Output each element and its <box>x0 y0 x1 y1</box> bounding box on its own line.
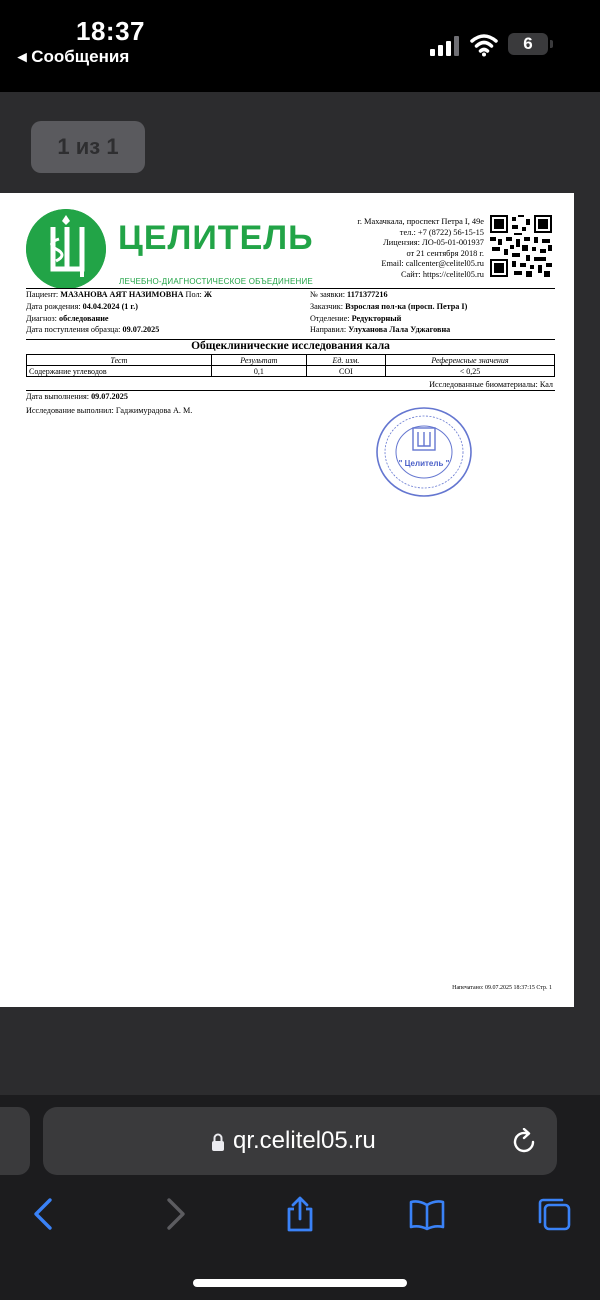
header-divider <box>26 288 555 289</box>
performer-line: Исследование выполнил: Гаджимурадова А. М. <box>26 406 193 415</box>
back-icon[interactable] <box>26 1196 62 1232</box>
share-icon[interactable] <box>282 1196 318 1232</box>
sex-value: Ж <box>203 290 212 299</box>
contact-license-date: от 21 сентября 2018 г. <box>406 248 484 258</box>
results-header-row <box>27 355 555 366</box>
received-line <box>26 325 159 334</box>
sex-label: Пол: <box>185 290 202 299</box>
bookmarks-icon[interactable] <box>409 1196 445 1232</box>
diagnosis-line <box>26 314 109 323</box>
forward-icon[interactable] <box>157 1196 193 1232</box>
dob-label: Дата рождения: <box>26 302 81 311</box>
col-test: Тест <box>27 355 212 366</box>
battery-indicator: 6 <box>508 33 548 55</box>
contact-address: г. Махачкала, проспект Петра I, 49е <box>357 217 484 226</box>
page-counter: 1 из 1 <box>31 121 145 173</box>
results-divider <box>26 390 555 391</box>
order-line <box>310 290 388 299</box>
biomaterial-note: Исследованные биоматериалы: Кал <box>429 380 553 389</box>
order-label: № заявки: <box>310 290 345 299</box>
col-reference: Референсные значения <box>386 355 555 366</box>
clinic-subtitle: ЛЕЧЕБНО-ДИАГНОСТИЧЕСКОЕ ОБЪЕДИНЕНИЕ <box>119 277 313 286</box>
cell-reference: < 0,25 <box>386 366 555 377</box>
completion-label: Дата выполнения: <box>26 392 90 401</box>
clinic-contacts <box>284 217 484 281</box>
lock-icon <box>211 1133 225 1151</box>
contact-license: Лицензия: ЛО-05-01-001937 <box>383 238 484 248</box>
order-number: 1171377216 <box>347 290 388 299</box>
contact-email: Email: callcenter@celitel05.ru <box>381 259 484 269</box>
received-value: 09.07.2025 <box>122 325 160 334</box>
referrer-value: Улуханова Лала Уджаговна <box>348 325 451 334</box>
qr-code[interactable] <box>490 215 552 277</box>
wifi-icon <box>470 33 498 57</box>
contact-phone: тел.: +7 (8722) 56-15-15 <box>399 227 484 237</box>
received-label: Дата поступления образца: <box>26 325 121 334</box>
diagnosis-value: обследование <box>59 314 109 323</box>
dob-line <box>26 302 138 311</box>
table-row <box>27 366 555 377</box>
cell-result: 0,1 <box>211 366 306 377</box>
patient-label: Пациент: <box>26 290 59 299</box>
cellular-signal-icon <box>430 36 462 56</box>
printed-timestamp: Напечатано: 09.07.2025 18:37:15 Стр. 1 <box>452 985 552 991</box>
clinic-stamp <box>375 406 473 498</box>
patient-name: МАЗАНОВА АЯТ НАЗИМОВНА <box>60 290 184 299</box>
patient-line <box>26 290 212 299</box>
status-bar <box>0 0 600 92</box>
results-table <box>26 354 555 377</box>
clinic-logo <box>26 209 326 289</box>
col-unit: Ед. изм. <box>306 355 385 366</box>
client-value: Взрослая пол-ка (просп. Петра I) <box>345 302 468 311</box>
stamp-text: " Целитель " <box>398 459 450 468</box>
contact-site: Сайт: https://celitel05.ru <box>400 269 484 279</box>
diagnosis-label: Диагноз: <box>26 314 57 323</box>
home-indicator[interactable] <box>193 1279 407 1287</box>
clinic-emblem-icon <box>26 209 106 289</box>
back-to-app-link[interactable]: ◂ Сообщения <box>18 47 130 66</box>
referrer-label: Направил: <box>310 325 347 334</box>
document-page <box>0 193 574 1007</box>
client-line <box>310 302 467 311</box>
url-text[interactable]: qr.celitel05.ru <box>233 1127 376 1154</box>
referrer-line <box>310 325 450 334</box>
department-label: Отделение: <box>310 314 350 323</box>
reload-icon[interactable] <box>510 1128 538 1156</box>
clinic-name: ЦЕЛИТЕЛЬ <box>118 219 314 257</box>
tabs-icon[interactable] <box>536 1196 572 1232</box>
cell-unit: COI <box>306 366 385 377</box>
department-value: Редукторный <box>351 314 402 323</box>
department-line <box>310 314 401 323</box>
previous-tab-preview[interactable] <box>0 1107 30 1175</box>
client-label: Заказчик: <box>310 302 344 311</box>
cell-test: Содержание углеводов <box>27 366 212 377</box>
status-time: 18:37 <box>76 16 145 46</box>
col-result: Результат <box>211 355 306 366</box>
completion-line <box>26 392 128 401</box>
study-title: Общеклинические исследования кала <box>191 340 390 352</box>
completion-date: 09.07.2025 <box>91 392 128 401</box>
dob-value: 04.04.2024 (1 г.) <box>82 302 138 311</box>
